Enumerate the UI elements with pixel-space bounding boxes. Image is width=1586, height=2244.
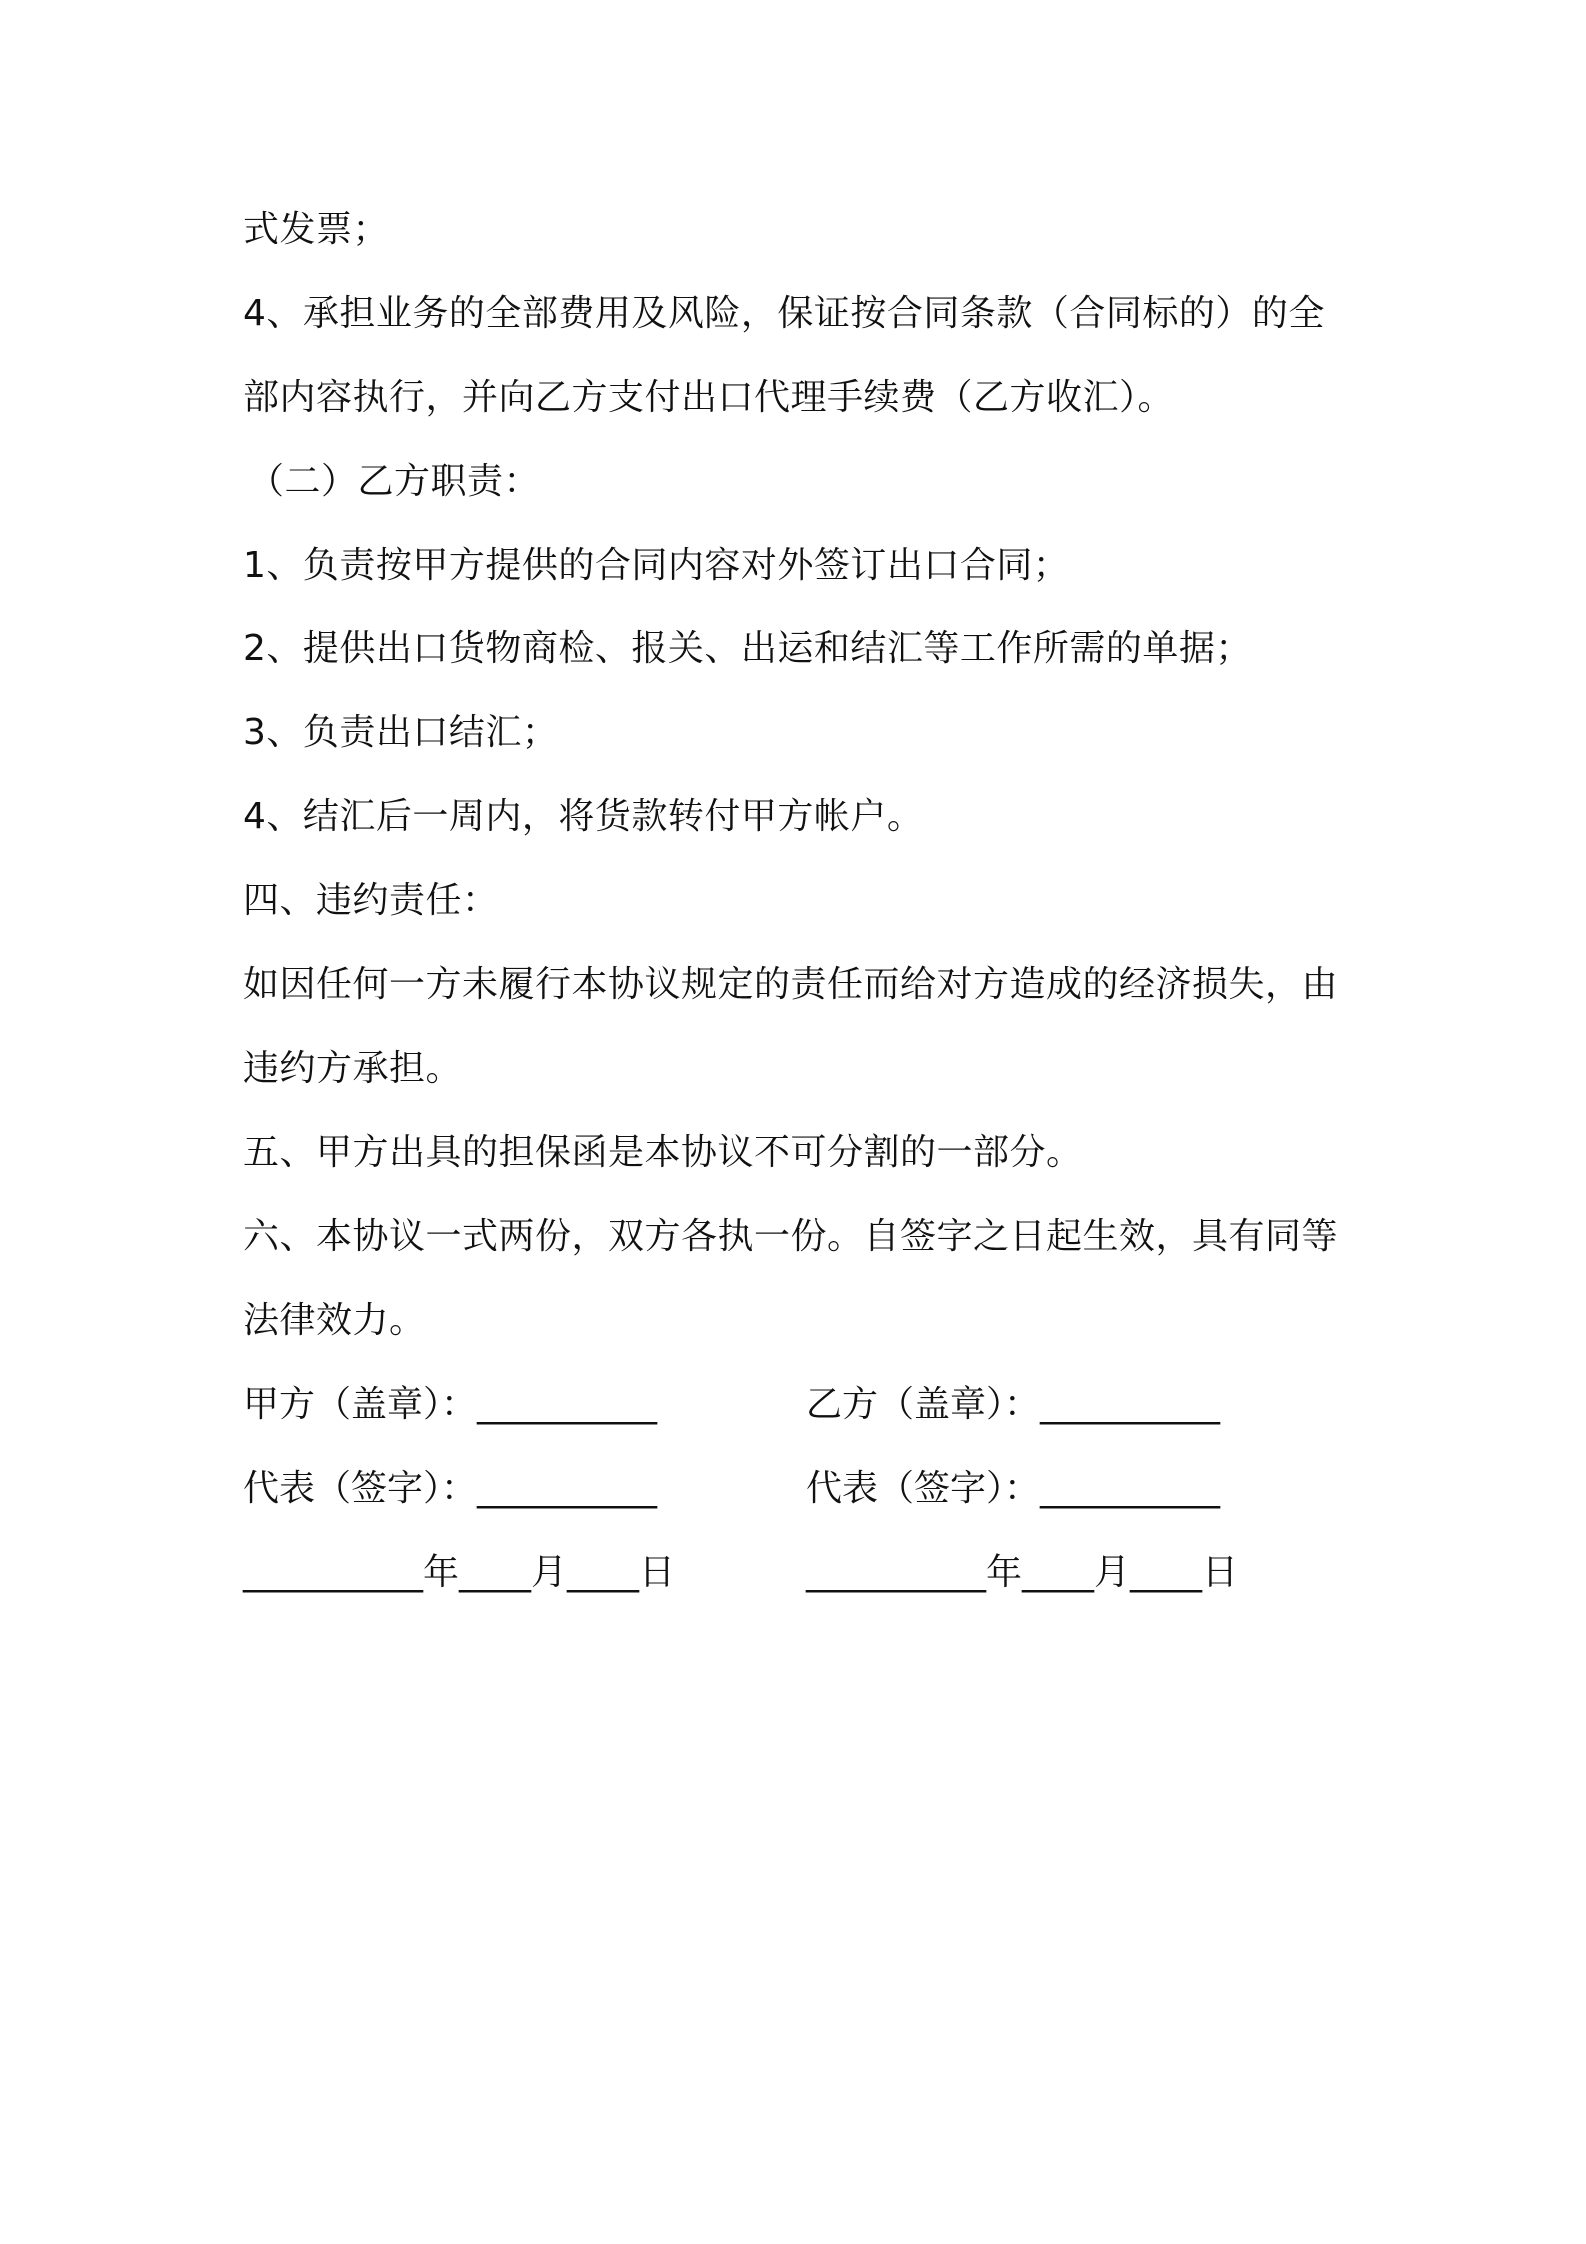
body-line-13: 六、本协议一式两份，双方各执一份。自签字之日起生效，具有同等 <box>243 1216 1339 1257</box>
body-line-14: 法律效力。 <box>243 1300 426 1341</box>
body-line-10: 如因任何一方未履行本协议规定的责任而给对方造成的经济损失，由 <box>243 964 1339 1005</box>
party-a-seal-field: 甲方（盖章）：__________ <box>243 1384 658 1425</box>
party-b-representative-field: 代表（签字）：__________ <box>806 1468 1221 1509</box>
body-line-7: 3、负责出口结汇； <box>243 712 559 753</box>
body-line-6: 2、提供出口货物商检、报关、出运和结汇等工作所需的单据； <box>243 628 1252 669</box>
party-a-representative-field: 代表（签字）：__________ <box>243 1468 658 1509</box>
party-b-seal-field: 乙方（盖章）：__________ <box>806 1384 1221 1425</box>
body-line-11: 违约方承担。 <box>243 1048 463 1089</box>
body-line-5: 1、负责按甲方提供的合同内容对外签订出口合同； <box>243 545 1070 586</box>
party-a-date-field: __________年____月____日 <box>243 1552 675 1593</box>
section-heading-party-b-duties: （二）乙方职责： <box>248 461 541 502</box>
body-line-2: 4、承担业务的全部费用及风险，保证按合同条款（合同标的）的全 <box>243 293 1325 334</box>
party-b-date-field: __________年____月____日 <box>806 1552 1238 1593</box>
body-line-12: 五、甲方出具的担保函是本协议不可分割的一部分。 <box>243 1132 1083 1173</box>
body-line-8: 4、结汇后一周内，将货款转付甲方帐户。 <box>243 796 924 837</box>
section-heading-breach-liability: 四、违约责任： <box>243 880 499 921</box>
body-line-3: 部内容执行，并向乙方支付出口代理手续费（乙方收汇）。 <box>243 377 1175 418</box>
body-line-1: 式发票； <box>243 209 390 250</box>
